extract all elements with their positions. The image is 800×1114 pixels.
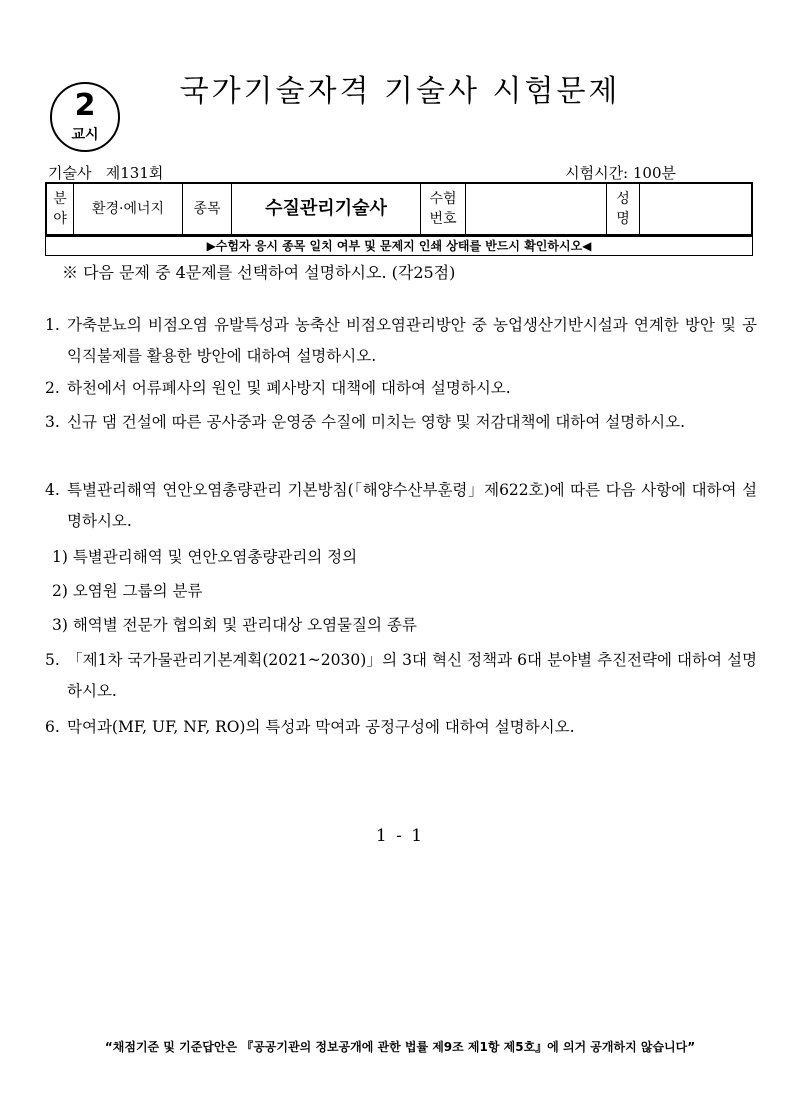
notice-bar: ▶수험자 응시 종목 일치 여부 및 문제지 인쇄 상태를 반드시 확인하시오◀ <box>45 236 753 256</box>
exam-number-field[interactable] <box>466 183 607 235</box>
page-title: 국가기술자격 기술사 시험문제 <box>179 74 621 109</box>
question-4 <box>45 475 757 537</box>
question-number: 1. <box>45 316 60 334</box>
instruction: ※ 다음 문제 중 4문제를 선택하여 설명하시오. (각25점) <box>62 263 456 282</box>
question-5 <box>45 645 757 707</box>
question-3 <box>45 407 757 438</box>
question-number: 5. <box>45 651 60 669</box>
name-label-1: 성 <box>616 191 630 207</box>
exam-info-table <box>45 182 753 236</box>
name-field[interactable] <box>640 183 753 235</box>
category-label: 종목 <box>183 183 232 235</box>
sub-item-3: 3) 해역별 전문가 협의회 및 관리대상 오염물질의 종류 <box>52 616 417 634</box>
question-number: 2. <box>45 379 60 397</box>
question-text: 「제1차 국가물관리기본계획(2021~2030)」의 3대 혁신 정책과 6대 분야별 추진전략에 대하여 설명하시오. <box>67 651 757 700</box>
field-label-2: 야 <box>53 211 67 227</box>
exam-number-label-2: 번호 <box>429 211 457 227</box>
question-number: 3. <box>45 413 60 431</box>
exam-time: 시험시간: 100분 <box>565 164 676 182</box>
name-label-cell <box>607 183 640 235</box>
question-1 <box>45 310 757 372</box>
subject-name: 수질관리기술사 <box>232 183 421 235</box>
session-label: 교시 <box>71 127 99 143</box>
exam-round: 기술사 제131회 <box>48 164 164 182</box>
exam-number-label-cell <box>421 183 466 235</box>
field-label-1: 분 <box>53 191 67 207</box>
question-text: 신규 댐 건설에 따른 공사중과 운영중 수질에 미치는 영향 및 저감대책에 대하여 설명하시오. <box>67 413 686 431</box>
question-text: 특별관리해역 연안오염총량관리 기본방침(「해양수산부훈령」제622호)에 따른 다음 사항에 대하여 설명하시오. <box>67 481 757 530</box>
field-label-cell <box>46 183 74 235</box>
sub-item-2: 2) 오염원 그룹의 분류 <box>52 582 203 600</box>
exam-number-label-1: 수험 <box>429 191 457 207</box>
sub-item-1: 1) 특별관리해역 및 연안오염총량관리의 정의 <box>52 548 358 566</box>
footer-notice: “채점기준 및 기준답안은 『공공기관의 정보공개에 관한 법률 제9조 제1항 제5호』에 의거 공개하지 않습니다” <box>104 1040 696 1054</box>
question-number: 4. <box>45 481 60 499</box>
question-text: 막여과(MF, UF, NF, RO)의 특성과 막여과 공정구성에 대하여 설명하시오. <box>67 718 575 736</box>
question-2 <box>45 373 757 404</box>
session-number: 2 <box>74 88 96 123</box>
question-number: 6. <box>45 718 60 736</box>
field-value: 환경·에너지 <box>74 183 183 235</box>
question-6 <box>45 712 757 743</box>
session-badge <box>50 82 120 152</box>
name-label-2: 명 <box>616 211 630 227</box>
page-number: 1 - 1 <box>375 826 425 846</box>
question-text: 가축분뇨의 비점오염 유발특성과 농축산 비점오염관리방안 중 농업생산기반시설과 연계한 방안 및 공익직불제를 활용한 방안에 대하여 설명하시오. <box>67 316 757 365</box>
question-text: 하천에서 어류폐사의 원인 및 폐사방지 대책에 대하여 설명하시오. <box>67 379 511 397</box>
